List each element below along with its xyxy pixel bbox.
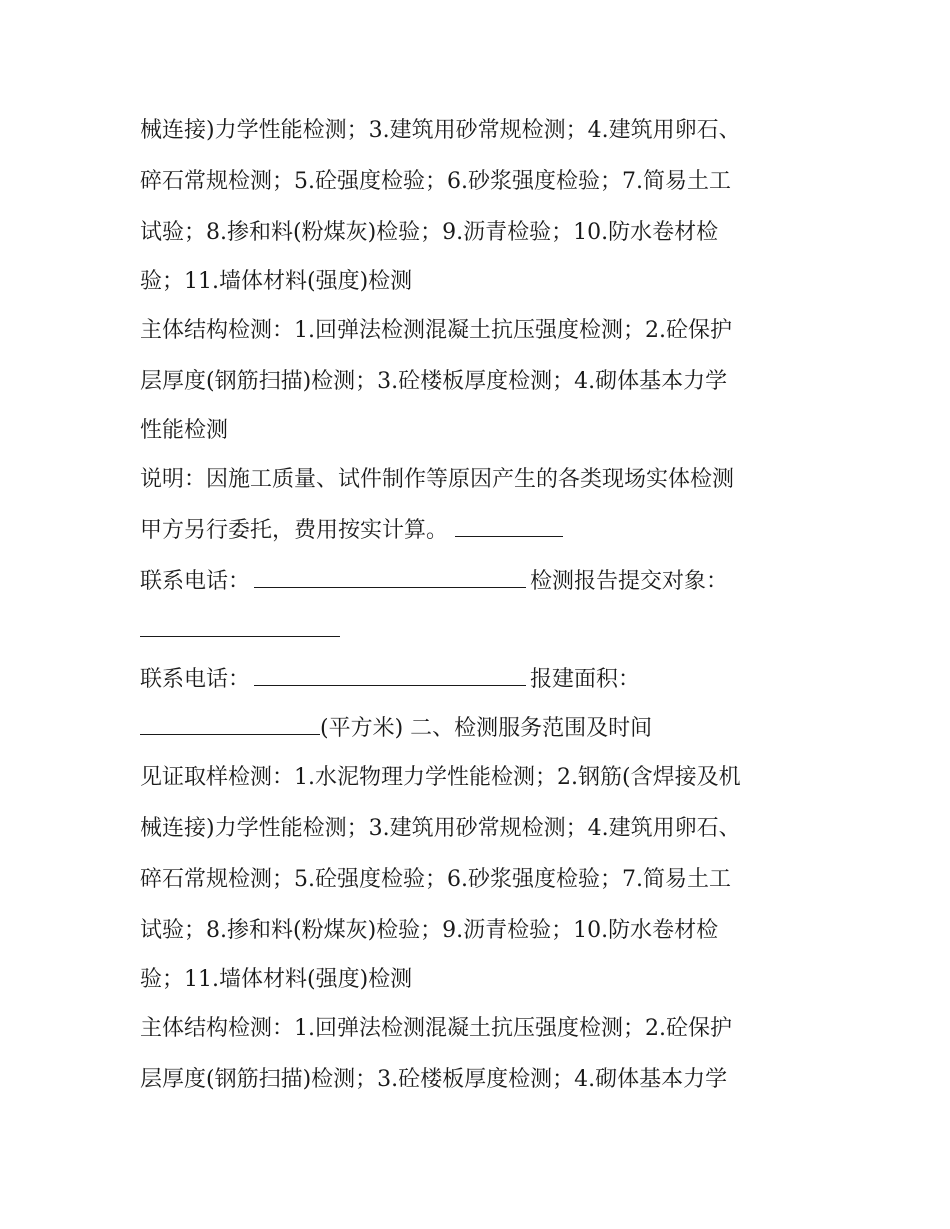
text-line: 层厚度(钢筋扫描)检测；3.砼楼板厚度检测；4.砌体基本力学 — [140, 369, 728, 394]
text-line: 试验；8.掺和料(粉煤灰)检验；9.沥青检验；10.防水卷材检 — [140, 220, 719, 245]
text-line: 碎石常规检测；5.砼强度检验；6.砂浆强度检验；7.简易土工 — [140, 867, 731, 892]
contact-phone-blank — [254, 667, 526, 686]
text-line — [140, 607, 820, 654]
building-area-blank — [140, 716, 320, 735]
text-line: 碎石常规检测；5.砼强度检验；6.砂浆强度检验；7.简易土工 — [140, 169, 731, 194]
contact-phone-blank — [254, 569, 526, 588]
text-line: 验；11.墙体材料(强度)检测 — [140, 269, 413, 294]
text-line: 说明：因施工质量、试件制作等原因产生的各类现场实体检测 — [140, 467, 735, 492]
text-line — [140, 505, 820, 556]
text-line — [140, 705, 820, 752]
text-line: 主体结构检测：1.回弹法检测混凝土抗压强度检测；2.砼保护 — [140, 318, 732, 343]
text-line: 验；11.墙体材料(强度)检测 — [140, 967, 413, 992]
text-line — [140, 654, 820, 705]
contact-phone-label: 联系电话： — [140, 569, 251, 594]
fill-blank — [455, 518, 563, 537]
text-line: 械连接)力学性能检测；3.建筑用砂常规检测；4.建筑用卵石、 — [140, 118, 741, 143]
text-line: 性能检测 — [140, 418, 229, 443]
text-line: 层厚度(钢筋扫描)检测；3.砼楼板厚度检测；4.砌体基本力学 — [140, 1067, 728, 1092]
report-recipient-blank — [140, 618, 340, 637]
contact-phone-label: 联系电话： — [140, 667, 251, 692]
report-recipient-label: 检测报告提交对象： — [530, 569, 729, 594]
text-line: 见证取样检测：1.水泥物理力学性能检测；2.钢筋(含焊接及机 — [140, 765, 741, 790]
text-segment: (平方米) 二、检测服务范围及时间 — [320, 716, 653, 741]
text-line — [140, 556, 820, 607]
building-area-label: 报建面积： — [530, 667, 641, 692]
text-line: 械连接)力学性能检测；3.建筑用砂常规检测；4.建筑用卵石、 — [140, 816, 741, 841]
document-body — [140, 105, 820, 1105]
text-segment: 甲方另行委托，费用按实计算。 — [140, 518, 449, 543]
text-line: 主体结构检测：1.回弹法检测混凝土抗压强度检测；2.砼保护 — [140, 1016, 732, 1041]
text-line: 试验；8.掺和料(粉煤灰)检验；9.沥青检验；10.防水卷材检 — [140, 918, 719, 943]
